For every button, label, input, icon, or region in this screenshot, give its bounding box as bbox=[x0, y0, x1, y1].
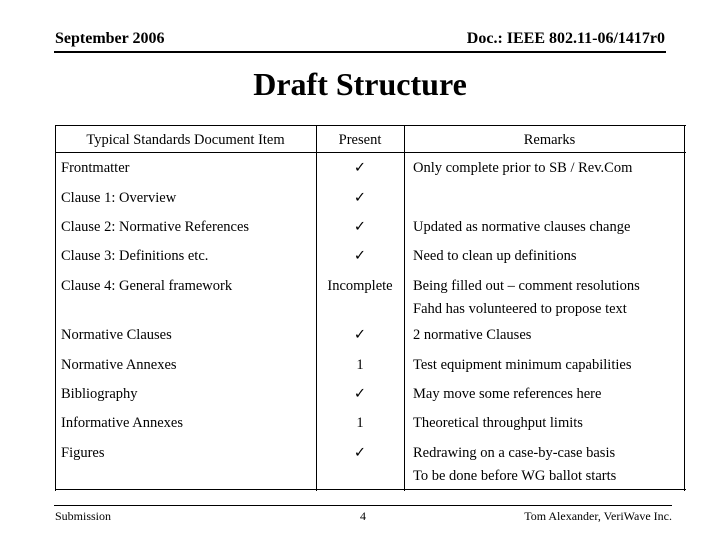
row-remarks bbox=[413, 412, 583, 435]
row-item: Bibliography bbox=[61, 386, 138, 402]
remark-line: Test equipment minimum capabilities bbox=[413, 357, 632, 373]
row-present: ✓ bbox=[353, 160, 367, 176]
row-remarks bbox=[413, 324, 531, 347]
row-present: ✓ bbox=[353, 219, 367, 235]
row-item: Clause 1: Overview bbox=[61, 190, 177, 206]
remark-line: Updated as normative clauses change bbox=[413, 219, 631, 235]
row-item: Clause 3: Definitions etc. bbox=[61, 248, 209, 264]
remark-line: Theoretical throughput limits bbox=[413, 415, 583, 431]
row-item: Clause 4: General framework bbox=[61, 278, 233, 294]
row-remarks bbox=[413, 275, 640, 321]
footer-rule bbox=[54, 505, 672, 506]
row-item: Clause 2: Normative References bbox=[61, 219, 250, 235]
page-title: Draft Structure bbox=[253, 66, 467, 102]
footer-submission: Submission bbox=[55, 509, 112, 523]
table-bottom-border bbox=[55, 489, 686, 490]
row-item: Frontmatter bbox=[61, 160, 130, 176]
row-item: Figures bbox=[61, 445, 105, 461]
row-remarks bbox=[413, 245, 576, 268]
column-header-present: Present bbox=[338, 132, 382, 148]
remark-line: 2 normative Clauses bbox=[413, 327, 532, 343]
footer-author: Tom Alexander, VeriWave Inc. bbox=[524, 509, 672, 523]
column-header-item: Typical Standards Document Item bbox=[86, 132, 285, 148]
remark-line: Being filled out – comment resolutions bbox=[413, 278, 640, 294]
row-present: ✓ bbox=[353, 248, 367, 264]
header-doc-id: Doc.: IEEE 802.11-06/1417r0 bbox=[466, 30, 665, 47]
row-item: Normative Annexes bbox=[61, 357, 177, 373]
row-present: ✓ bbox=[353, 386, 367, 402]
row-present: 1 bbox=[356, 357, 364, 373]
row-remarks bbox=[413, 157, 632, 180]
remark-line: Only complete prior to SB / Rev.Com bbox=[413, 160, 633, 176]
header-date: September 2006 bbox=[55, 30, 165, 47]
row-present: ✓ bbox=[353, 445, 367, 461]
remark-line: Need to clean up definitions bbox=[413, 248, 577, 264]
row-item: Normative Clauses bbox=[61, 327, 172, 343]
table-right-border bbox=[684, 125, 685, 491]
table-top-border bbox=[55, 125, 686, 126]
row-remarks bbox=[413, 442, 616, 488]
row-present: 1 bbox=[356, 415, 364, 431]
row-present: Incomplete bbox=[327, 278, 393, 294]
row-remarks bbox=[413, 216, 630, 239]
row-present: ✓ bbox=[353, 190, 367, 206]
table-left-border bbox=[55, 125, 56, 491]
row-item: Informative Annexes bbox=[61, 415, 184, 431]
row-remarks bbox=[413, 383, 601, 406]
remark-line: Redrawing on a case-by-case basis bbox=[413, 445, 616, 461]
header-rule bbox=[54, 51, 666, 53]
column-header-remarks: Remarks bbox=[523, 132, 576, 148]
remark-line: May move some references here bbox=[413, 386, 602, 402]
footer-page-number: 4 bbox=[360, 509, 366, 523]
remark-line: To be done before WG ballot starts bbox=[413, 468, 617, 484]
row-remarks bbox=[413, 354, 631, 377]
table-header-divider bbox=[55, 152, 686, 153]
structure-table bbox=[55, 125, 686, 491]
remark-line: Fahd has volunteered to propose text bbox=[413, 301, 627, 317]
row-present: ✓ bbox=[353, 327, 367, 343]
